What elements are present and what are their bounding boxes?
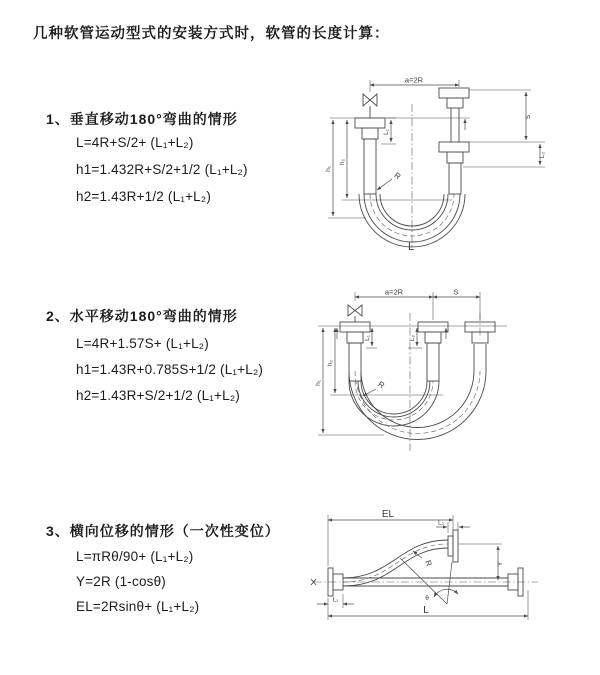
dim-label-a2r: a=2R — [384, 287, 404, 297]
braided-hose — [364, 139, 376, 194]
dim-label-y: Y — [497, 561, 504, 567]
braided-hose — [427, 343, 439, 381]
u-bend-hose — [349, 381, 439, 426]
section-1-formula-l: L=4R+S/2+ (L₁+L₂) — [76, 135, 194, 150]
dim-label-l2: L₂ — [438, 520, 444, 527]
section-2-formula-h2: h2=1.43R+S/2+1/2 (L₁+L₂) — [76, 388, 240, 403]
diagram-vertical-180-bend — [302, 72, 594, 272]
braided-hose — [449, 163, 461, 194]
dim-label-h1: h₁ — [325, 166, 332, 172]
dim-label-h2: h₂ — [327, 359, 334, 367]
section-3-heading: 3、横向位移的情形（一次性变位） — [46, 523, 280, 539]
straight-hose — [343, 578, 508, 586]
section-3-formula-y: Y=2R (1-cosθ) — [76, 574, 167, 589]
dimensions — [317, 509, 528, 620]
dim-label-l1: L₁ — [332, 597, 339, 604]
moved-flange — [448, 530, 458, 562]
dim-label-l2: L₂ — [409, 334, 416, 342]
angle-label: θ — [425, 595, 429, 602]
section-2-formula-h1: h1=1.43R+0.785S+1/2 (L₁+L₂) — [76, 362, 264, 377]
valve-icon — [363, 94, 377, 118]
radius-label: R — [392, 170, 403, 182]
dim-label-l2: L₂ — [539, 151, 546, 159]
length-label: L — [423, 604, 429, 616]
middle-fitting — [418, 322, 448, 381]
radius-label: R — [423, 559, 434, 568]
dim-label-l1: L₁ — [383, 129, 390, 135]
hose-assembly — [318, 305, 507, 451]
page-title: 几种软管运动型式的安装方式时，软管的长度计算： — [33, 26, 390, 42]
dim-label-s: S — [525, 114, 532, 120]
radius-label: R — [376, 379, 387, 391]
section-3-formula-l: L=πRθ/90+ (L₁+L₂) — [76, 549, 194, 564]
section-2-heading: 2、水平移动180°弯曲的情形 — [46, 308, 238, 324]
left-fitting — [355, 118, 385, 194]
hose-assembly — [330, 88, 470, 250]
dim-label-a2r: a=2R — [404, 75, 424, 85]
diagram-lateral-displacement — [300, 500, 600, 652]
section-2-formula-l: L=4R+1.57S+ (L₁+L₂) — [76, 336, 209, 351]
dim-label-s: S — [453, 287, 459, 297]
dimensions — [325, 76, 546, 254]
section-1-heading: 1、垂直移动180°弯曲的情形 — [46, 111, 238, 127]
section-1-formula-h2: h2=1.43R+1/2 (L₁+L₂) — [76, 189, 212, 204]
valve-icon — [348, 305, 362, 322]
section-1-formula-h1: h1=1.432R+S/2+1/2 (L₁+L₂) — [76, 162, 248, 177]
dim-label-h1: h₁ — [315, 380, 322, 386]
right-fitting — [439, 88, 469, 194]
dim-label-el: EL — [381, 509, 395, 520]
u-bend-hose-moved — [349, 371, 486, 440]
dim-label-h2: h₂ — [339, 158, 346, 166]
section-3-formula-el: EL=2Rsinθ+ (L₁+L₂) — [76, 599, 200, 614]
dim-label-l1: L₁ — [364, 335, 371, 341]
length-label: L — [407, 241, 415, 253]
diagram-horizontal-180-bend — [300, 283, 600, 468]
